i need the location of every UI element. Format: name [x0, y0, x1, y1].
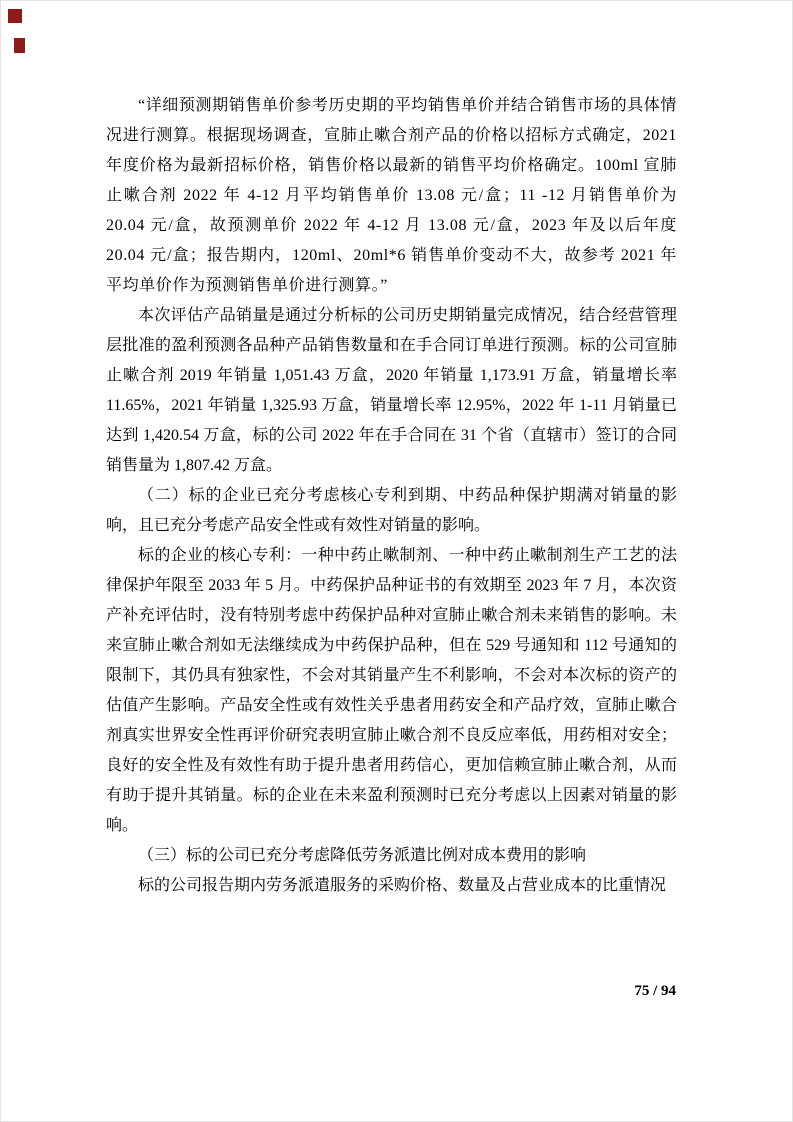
- red-stamp-mark-2: [14, 38, 25, 53]
- page-number: 75 / 94: [634, 983, 676, 999]
- red-stamp-mark-1: [8, 9, 22, 23]
- sales-volume-forecast-paragraph: 本次评估产品销量是通过分析标的公司历史期销量完成情况，结合经营管理层批准的盈利预测各品种产品销售数量和在手合同订单进行预测。标的公司宣肺止嗽合剂 2019 年销量 1,051.43 万盒，2020 年销量 1,173.91 万盒，销量增长率 11.65%，2021 年销量 1,325.93 万盒，销量增长率 12.95%，2022 年 1-11 月销量已达到 1,420.54 万盒，标的公司 2022 年在手合同在 31 个省（直辖市）签订的合同销售量为 1,807.42 万盒。: [106, 307, 677, 474]
- quoted-price-forecast-paragraph: “详细预测期销售单价参考历史期的平均销售单价并结合销售市场的具体情况进行测算。根据现场调查，宣肺止嗽合剂产品的价格以招标方式确定，2021 年度价格为最新招标价格，销售价格以最新的销售平均价格确定。100ml 宣肺止嗽合剂 2022 年 4-12 月平均销售单价 13.08 元/盒；11 -12 月销售单价为 20.04 元/盒，故预测单价 2022 年 4-12 月 13.08 元/盒，2023 年及以后年度 20.04 元/盒；报告期内，120ml、20ml*6 销售单价变动不大，故参考 2021 年平均单价作为预测销售单价进行测算。”: [106, 97, 677, 294]
- section-heading-labor-dispatch: （三）标的公司已充分考虑降低劳务派遣比例对成本费用的影响: [138, 847, 587, 864]
- section-heading-patent-impact: （二）标的企业已充分考虑核心专利到期、中药品种保护期满对销量的影响，且已充分考虑产品安全性或有效性对销量的影响。: [106, 487, 677, 534]
- core-patent-protection-paragraph: 标的企业的核心专利：一种中药止嗽制剂、一种中药止嗽制剂生产工艺的法律保护年限至 2033 年 5 月。中药保护品种证书的有效期至 2023 年 7 月，本次资产补充评估时，没有特别考虑中药保护品种对宣肺止嗽合剂未来销售的影响。未来宣肺止嗽合剂如无法继续成为中药保护品种，但在 529 号通知和 112 号通知的限制下，其仍具有独家性，不会对其销量产生不利影响，不会对本次标的资产的估值产生影响。产品安全性或有效性关乎患者用药安全和产品疗效，宣肺止嗽合剂真实世界安全性再评价研究表明宣肺止嗽合剂不良反应率低，用药相对安全；良好的安全性及有效性有助于提升患者用药信心，更加信赖宣肺止嗽合剂，从而有助于提升其销量。标的企业在未来盈利预测时已充分考虑以上因素对销量的影响。: [106, 547, 677, 834]
- labor-dispatch-intro-paragraph: 标的公司报告期内劳务派遣服务的采购价格、数量及占营业成本的比重情况: [138, 877, 667, 894]
